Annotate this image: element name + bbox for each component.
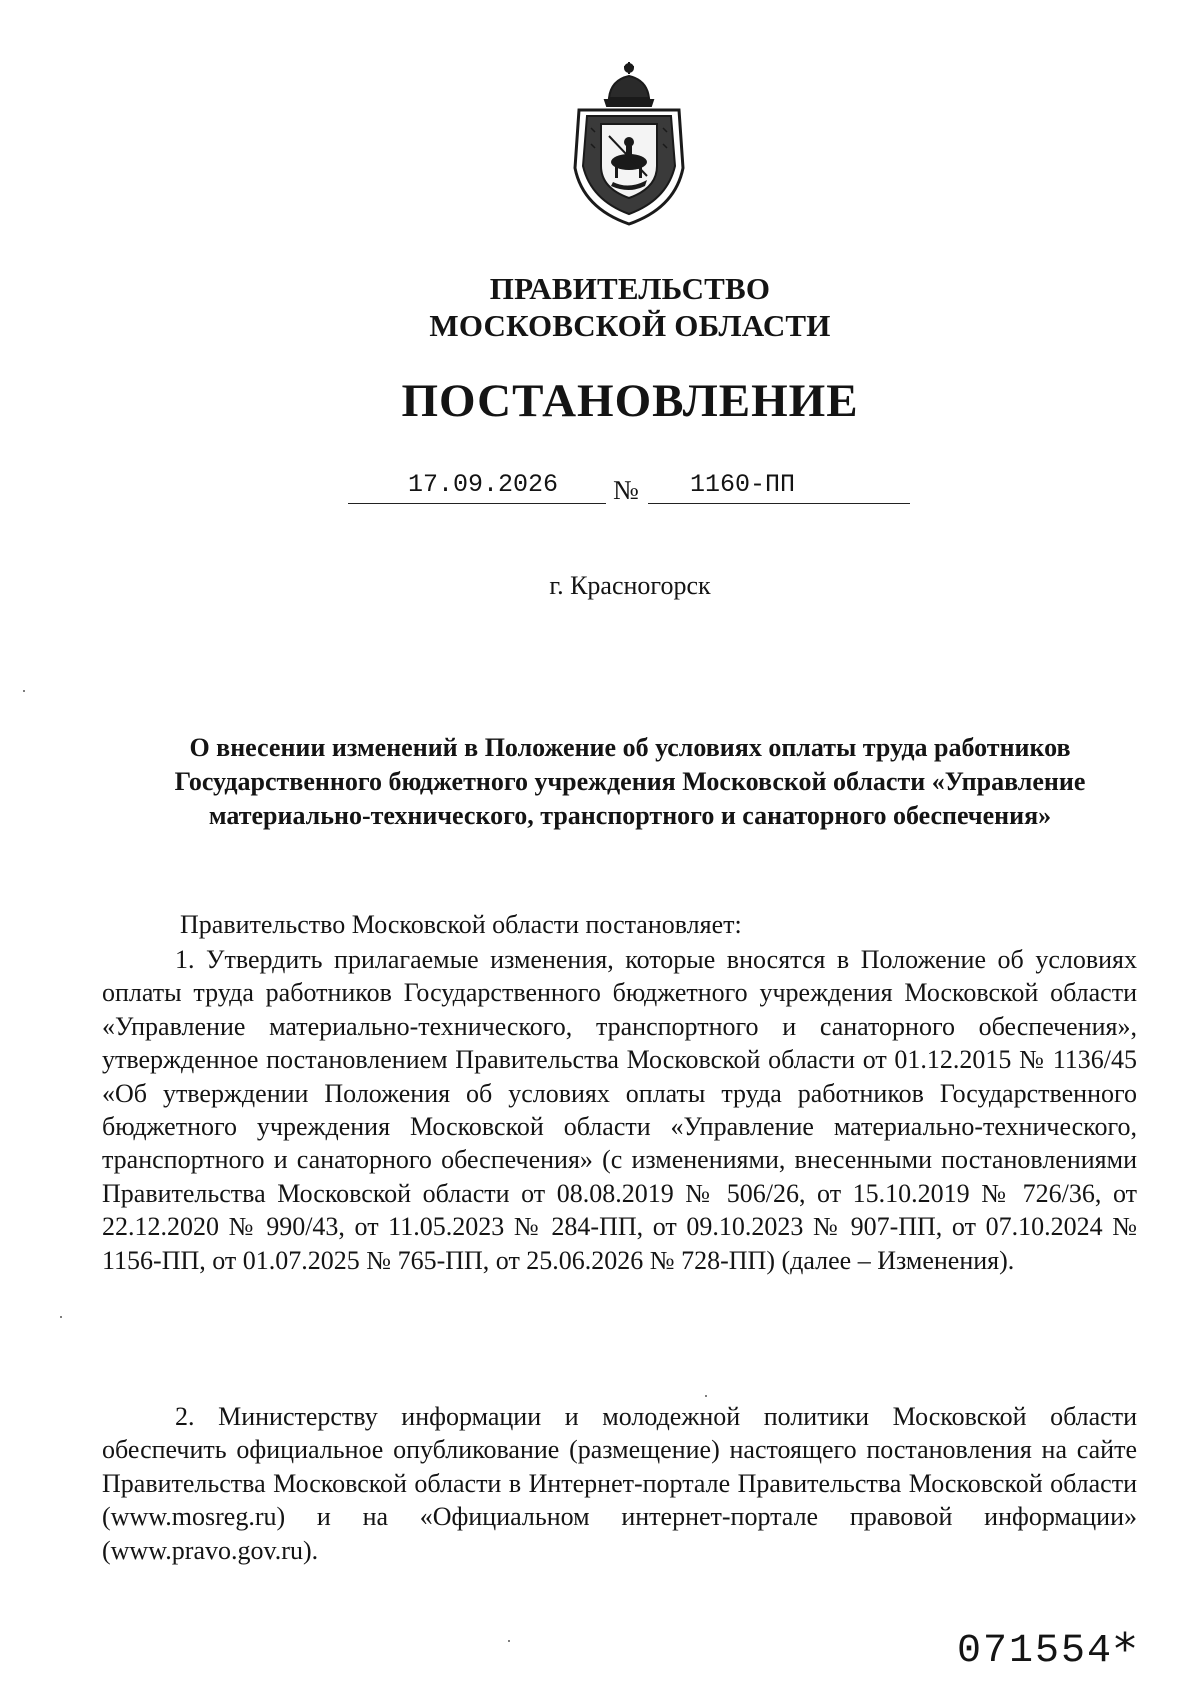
- coat-of-arms-icon: [565, 58, 693, 226]
- body-paragraph-1: 1. Утвердить прилагаемые изменения, которые вносятся в Положение об условиях оплаты труда работников Государственного бюджетного учреждения Московской области «Управление материально-технического, транспортного и санаторного обеспечения», утвержденное постановлением Правительства Московской области от 01.12.2015 № 1136/45 «Об утверждении Положения об условиях оплаты труда работников Государственного бюджетного учреждения Московской области «Управление материально-технического, транспортного и санаторного обеспечения» (с изменениями, внесенными постановлениями Правительства Московской области от 08.08.2019 № 506/26, от 15.10.2019 № 726/36, от 22.12.2020 № 990/43, от 11.05.2023 № 284-ПП, от 09.10.2023 № 907-ПП, от 07.10.2024 № 1156-ПП, от 01.07.2025 № 765-ПП, от 25.06.2026 № 728-ПП) (далее – Изменения).: [102, 945, 1137, 1275]
- subject-line-2: Государственного бюджетного учреждения Московской области «Управление: [174, 767, 1086, 796]
- document-date: 17.09.2026: [408, 470, 559, 499]
- serial-number: 071554: [957, 1629, 1114, 1674]
- government-name-line-1: ПРАВИТЕЛЬСТВО: [489, 271, 771, 306]
- number-underline: [648, 503, 910, 504]
- scan-speck: [508, 1640, 510, 1642]
- scan-speck: [60, 1316, 62, 1318]
- scan-speck: [23, 690, 25, 692]
- asterisk-mark: *: [1114, 1624, 1136, 1675]
- document-number: 1160-ПП: [690, 470, 796, 499]
- body-paragraph-2: 2. Министерству информации и молодежной политики Московской области обеспечить официальное опубликование (размещение) настоящего постановления на сайте Правительства Московской области в Интернет-портале Правительства Московской области (www.mosreg.ru) и на «Официальном интернет-портале правовой информации» (www.pravo.gov.ru).: [102, 1402, 1137, 1565]
- subject-line-1: О внесении изменений в Положение об условиях оплаты труда работников: [189, 733, 1071, 762]
- date-underline: [348, 503, 606, 504]
- scan-speck: [705, 1395, 707, 1397]
- document-type-title: ПОСТАНОВЛЕНИЕ: [401, 375, 859, 427]
- city-of-issue: г. Красногорск: [549, 571, 711, 600]
- body-intro: Правительство Московской области постановляет:: [180, 910, 742, 939]
- number-sign: №: [613, 475, 639, 505]
- subject-line-3: материально-технического, транспортного и санаторного обеспечения»: [208, 801, 1052, 830]
- government-name-line-2: МОСКОВСКОЙ ОБЛАСТИ: [429, 308, 831, 343]
- document-subject: [0, 731, 1200, 833]
